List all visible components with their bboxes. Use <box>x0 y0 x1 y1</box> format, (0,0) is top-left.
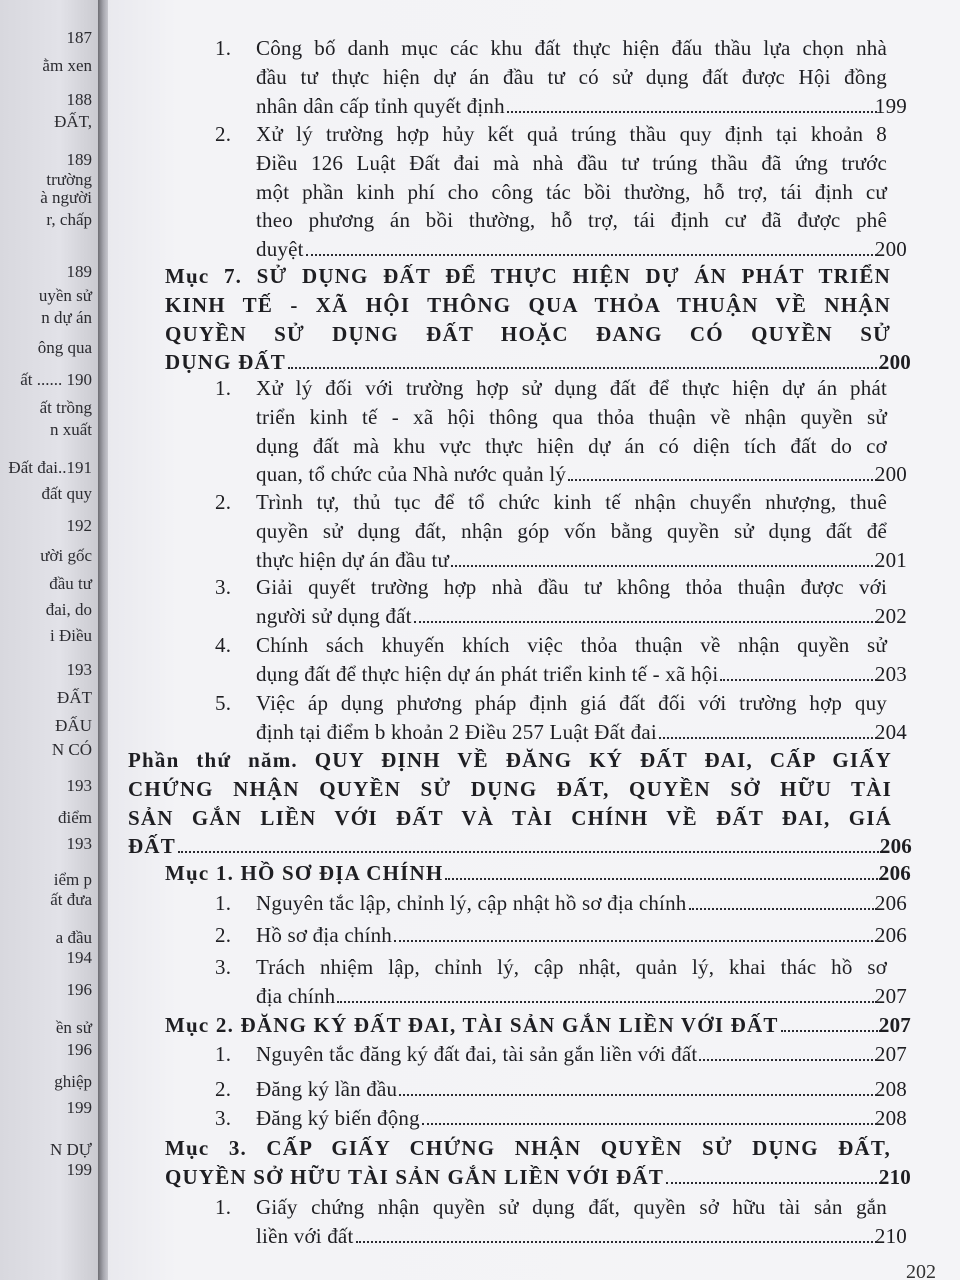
left-page-fragment: trường <box>46 170 92 189</box>
toc-line: Trách nhiệm lập, chỉnh lý, cập nhật, quản lý, khai thác hồ sơ <box>256 955 887 979</box>
left-page-fragment: 194 <box>66 948 92 967</box>
left-page-fragment: đất quy <box>41 484 92 503</box>
toc-page-number: 204 <box>874 719 907 744</box>
toc-page-number: 206 <box>879 834 912 859</box>
toc-line: Mục 2. ĐĂNG KÝ ĐẤT ĐAI, TÀI SẢN GẮN LIỀN VỚI ĐẤT <box>165 1013 779 1037</box>
toc-section-heading <box>165 262 911 377</box>
toc-item <box>215 1075 907 1104</box>
toc-item-number: 2. <box>215 923 232 947</box>
toc-line: Mục 7. SỬ DỤNG ĐẤT ĐỂ THỰC HIỆN DỰ ÁN PHÁT TRIỂN <box>165 264 891 288</box>
left-page-fragment: i Điều <box>49 626 92 645</box>
toc-item <box>215 921 907 950</box>
left-page-fragment: ĐẤU <box>55 716 92 735</box>
left-page-fragment: à người <box>40 188 92 207</box>
toc-item <box>215 1193 907 1251</box>
toc-line: một phần kinh phí cho công tác bồi thường, hỗ trợ, tái định cư <box>256 179 887 204</box>
toc-item-number: 2. <box>215 490 232 514</box>
dot-leader <box>699 1059 877 1061</box>
left-page-fragment: 196 <box>66 980 92 999</box>
toc-line: Đăng ký biến động <box>256 1106 420 1130</box>
toc-item <box>215 34 907 120</box>
dot-leader <box>422 1123 877 1125</box>
left-page-fragment: 189 <box>66 262 92 281</box>
left-page-fragment: ất trồng <box>39 398 92 417</box>
left-page-fragment: r, chấp <box>46 210 92 229</box>
toc-page-number: 208 <box>874 1077 907 1101</box>
left-page-fragment: Đất đai..191 <box>8 458 92 477</box>
toc-item <box>215 889 907 918</box>
toc-item-number: 3. <box>215 1106 232 1130</box>
left-page-fragment: 192 <box>66 516 92 535</box>
left-page-fragment: ười gốc <box>40 546 92 565</box>
toc-page-number: 210 <box>874 1223 907 1248</box>
toc-line: theo phương án bồi thường, hỗ trợ, tái định cư đã được phê <box>256 208 887 233</box>
toc-line: dụng đất để thực hiện dự án phát triển kinh tế - xã hội <box>256 661 719 686</box>
toc-line: CHỨNG NHẬN QUYỀN SỬ DỤNG ĐẤT, QUYỀN SỞ HỮU TÀI <box>128 776 892 801</box>
toc-item-number: 3. <box>215 955 232 979</box>
toc-line: dụng đất mà khu vực thực hiện dự án có diện tích đất do cơ <box>256 433 887 458</box>
toc-line: liền với đất <box>256 1223 354 1248</box>
toc-item-number: 2. <box>215 1077 232 1101</box>
dot-leader <box>394 940 877 942</box>
toc-item <box>215 689 907 747</box>
toc-page-number: 206 <box>874 891 907 915</box>
left-page-fragment: n xuất <box>49 420 92 439</box>
toc-line: Xử lý đối với trường hợp sử dụng đất để thực hiện dự án phát <box>256 376 887 400</box>
dot-leader <box>720 679 877 681</box>
toc-line: Đăng ký lần đầu <box>256 1077 398 1101</box>
toc-page-number: 210 <box>878 1164 911 1189</box>
dot-leader <box>568 479 877 481</box>
toc-line: thực hiện dự án đầu tư <box>256 547 450 572</box>
toc-line: quyền sử dụng đất, nhận góp vốn bằng quyền sử dụng đất để <box>256 518 887 543</box>
toc-line: Mục 1. HỒ SƠ ĐỊA CHÍNH <box>165 861 444 885</box>
dot-leader <box>399 1094 877 1096</box>
left-page-fragment: 196 <box>66 1040 92 1059</box>
left-page-fragment: 193 <box>66 660 92 679</box>
toc-section-heading <box>165 1134 911 1192</box>
toc-line: Điều 126 Luật Đất đai mà nhà đầu tư trúng thầu đã ứng trước <box>256 150 887 175</box>
toc-line: triển kinh tế - xã hội thông qua thỏa thuận về nhận quyền sử <box>256 404 887 429</box>
toc-line: Việc áp dụng phương pháp định giá đất đối với trường hợp quy <box>256 691 887 715</box>
toc-item <box>215 1104 907 1133</box>
left-page-fragment: iểm p <box>53 870 92 889</box>
toc-item <box>215 374 907 489</box>
dot-leader <box>666 1182 881 1184</box>
toc-page-number: 208 <box>874 1106 907 1130</box>
toc-line: Trình tự, thủ tục để tổ chức kinh tế nhận chuyển nhượng, thuê <box>256 490 887 514</box>
toc-page-number: 206 <box>874 923 907 947</box>
left-page-fragment: đầu tư <box>49 574 92 593</box>
toc-line: Nguyên tắc lập, chỉnh lý, cập nhật hồ sơ địa chính <box>256 891 687 915</box>
toc-line: Giải quyết trường hợp nhà đầu tư không thỏa thuận được với <box>256 575 887 599</box>
toc-line: duyệt <box>256 237 304 262</box>
dot-leader <box>445 878 881 880</box>
toc-line: nhân dân cấp tỉnh quyết định <box>256 93 505 118</box>
toc-page-number: 200 <box>874 237 907 262</box>
toc-section-heading <box>165 1011 911 1040</box>
toc-page-number: 207 <box>878 1013 911 1037</box>
dot-leader <box>178 851 882 853</box>
dot-leader <box>414 621 877 623</box>
toc-item <box>215 1040 907 1069</box>
dot-leader <box>659 737 877 739</box>
dot-leader <box>507 111 877 113</box>
left-page-edge <box>0 0 100 1280</box>
toc-item-number: 1. <box>215 891 232 915</box>
toc-line: Công bố danh mục các khu đất thực hiện đấu thầu lựa chọn nhà <box>256 36 887 60</box>
dot-leader <box>306 254 877 256</box>
left-page-fragment: N CÓ <box>51 740 92 759</box>
left-page-fragment: ghiệp <box>54 1072 92 1091</box>
toc-line: Chính sách khuyến khích việc thỏa thuận về nhận quyền sử <box>256 633 887 657</box>
toc-section-heading <box>165 859 911 888</box>
left-page-fragment: 193 <box>66 834 92 853</box>
left-page-fragment: ất ...... 190 <box>20 370 92 389</box>
toc-page-number: 199 <box>874 93 907 118</box>
toc-line: SẢN GẮN LIỀN VỚI ĐẤT VÀ TÀI CHÍNH VỀ ĐẤT ĐAI, GIÁ <box>128 805 892 830</box>
toc-line: QUYỀN SỞ HỮU TÀI SẢN GẮN LIỀN VỚI ĐẤT <box>165 1164 665 1189</box>
toc-line: Giấy chứng nhận quyền sử dụng đất, quyền sở hữu tài sản gắn <box>256 1195 887 1219</box>
toc-page-number: 200 <box>874 462 907 487</box>
toc-line: đầu tư thực hiện dự án đầu tư có sử dụng đất được Hội đồng <box>256 64 887 89</box>
toc-item <box>215 631 907 689</box>
left-page-fragment: ất đưa <box>50 890 92 909</box>
toc-page-number: 207 <box>874 1042 907 1066</box>
dot-leader <box>288 367 881 369</box>
toc-line: Mục 3. CẤP GIẤY CHỨNG NHẬN QUYỀN SỬ DỤNG ĐẤT, <box>165 1136 891 1160</box>
dot-leader <box>781 1030 881 1032</box>
toc-line: Hồ sơ địa chính <box>256 923 393 947</box>
left-page-fragment: 199 <box>66 1160 92 1179</box>
toc-item-number: 4. <box>215 633 232 657</box>
toc-line: người sử dụng đất <box>256 603 412 628</box>
left-page-fragment: ĐẤT, <box>54 112 92 131</box>
toc-line: Nguyên tắc đăng ký đất đai, tài sản gắn liền với đất <box>256 1042 698 1066</box>
toc-line: ĐẤT <box>128 834 176 859</box>
toc-item-number: 1. <box>215 1195 232 1219</box>
right-page <box>108 0 960 1280</box>
toc-item <box>215 953 907 1011</box>
dot-leader <box>337 1001 877 1003</box>
left-page-fragment: 188 <box>66 90 92 109</box>
toc-part-heading <box>128 746 912 861</box>
left-page-fragment: ằm xen <box>42 56 92 75</box>
toc-page-number: 206 <box>878 861 911 885</box>
toc-item <box>215 120 907 264</box>
toc-page-number: 201 <box>874 547 907 572</box>
toc-item-number: 1. <box>215 376 232 400</box>
left-page-fragment: điểm <box>58 808 92 827</box>
left-page-fragment: ền sử <box>55 1018 92 1037</box>
toc-item <box>215 488 907 574</box>
left-page-fragment: ông qua <box>37 338 92 357</box>
left-page-fragment: 193 <box>66 776 92 795</box>
toc-item-number: 1. <box>215 1042 232 1066</box>
toc-line: địa chính <box>256 983 336 1008</box>
partial-page-number: 202 <box>906 1261 936 1280</box>
toc-item-number: 5. <box>215 691 232 715</box>
toc-line: định tại điểm b khoản 2 Điều 257 Luật Đất đai <box>256 719 657 744</box>
table-of-contents <box>108 0 960 1280</box>
left-page-fragment: ĐẤT <box>57 688 92 707</box>
left-page-fragment: uyền sử <box>38 286 92 305</box>
toc-page-number: 203 <box>874 661 907 686</box>
left-page-fragment: a đầu <box>55 928 92 947</box>
dot-leader <box>451 565 877 567</box>
toc-page-number: 207 <box>874 983 907 1008</box>
toc-page-number: 200 <box>878 350 911 375</box>
toc-line: KINH TẾ - XÃ HỘI THÔNG QUA THỎA THUẬN VỀ NHẬN <box>165 292 891 317</box>
toc-line: QUYỀN SỬ DỤNG ĐẤT HOẶC ĐANG CÓ QUYỀN SỬ <box>165 321 891 346</box>
left-page-fragment: 187 <box>66 28 92 47</box>
toc-line: Phần thứ năm. QUY ĐỊNH VỀ ĐĂNG KÝ ĐẤT ĐAI, CẤP GIẤY <box>128 748 892 772</box>
toc-page-number: 202 <box>874 603 907 628</box>
left-page-fragment: đai, do <box>45 600 92 619</box>
left-page-fragment: 189 <box>66 150 92 169</box>
toc-item <box>215 573 907 631</box>
toc-line: quan, tổ chức của Nhà nước quản lý <box>256 462 567 487</box>
left-page-fragment: N DỰ <box>50 1140 92 1159</box>
toc-line: DỤNG ĐẤT <box>165 350 287 375</box>
left-page-fragment: n dự án <box>41 308 92 327</box>
toc-item-number: 3. <box>215 575 232 599</box>
toc-item-number: 2. <box>215 122 232 146</box>
left-page-fragment: 199 <box>66 1098 92 1117</box>
toc-line: Xử lý trường hợp hủy kết quả trúng thầu quy định tại khoản 8 <box>256 122 887 146</box>
dot-leader <box>689 908 878 910</box>
dot-leader <box>356 1241 878 1243</box>
toc-item-number: 1. <box>215 36 232 60</box>
